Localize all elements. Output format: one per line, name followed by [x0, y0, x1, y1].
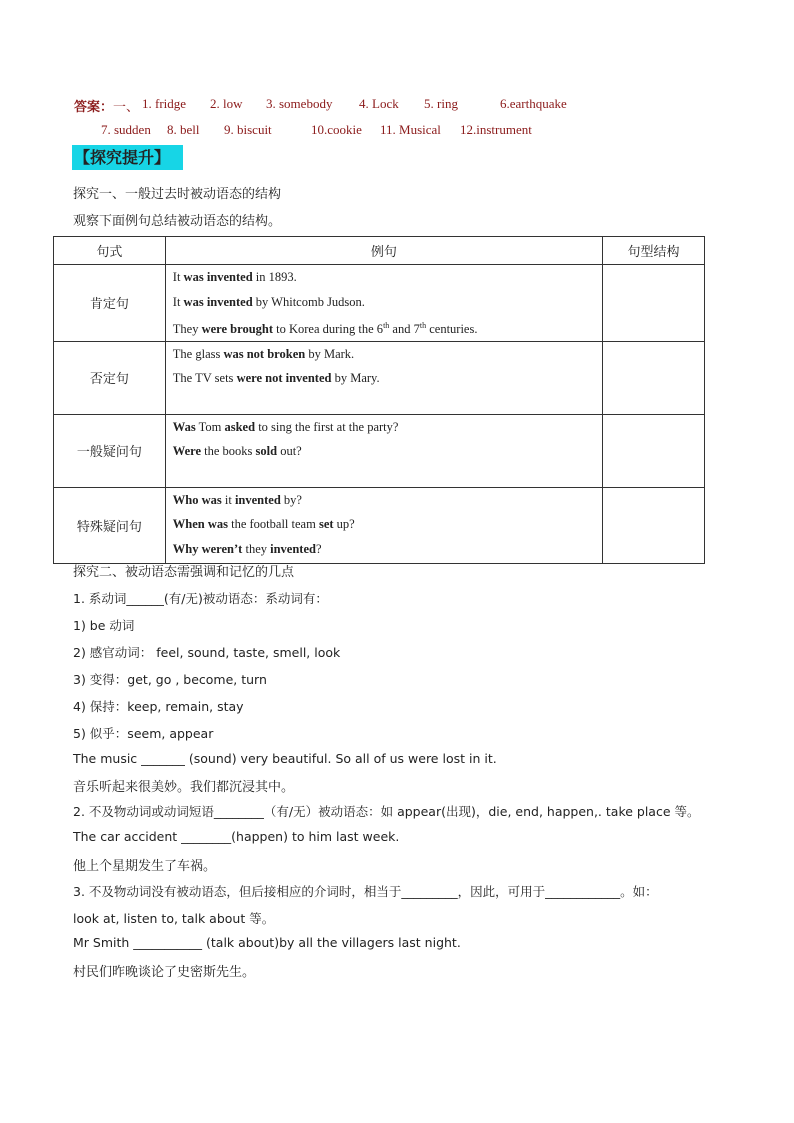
list-item: 5) 似乎：seem, appear — [73, 726, 214, 741]
answer-item: 12.instrument — [460, 122, 532, 137]
example-sentence: It was invented by Whitcomb Judson. — [172, 294, 365, 309]
structure-cell — [603, 487, 705, 564]
answer-row-1 — [74, 96, 139, 115]
structure-cell — [603, 414, 705, 487]
answer-item: 7. sudden — [101, 122, 151, 137]
list-item: 2) 感官动词： feel, sound, taste, smell, look — [73, 645, 341, 660]
table-row — [54, 414, 705, 487]
sentence-type-cell: 否定句 — [54, 341, 166, 414]
header-examples: 例句 — [165, 237, 602, 265]
header-structure: 句型结构 — [603, 237, 705, 265]
explore2-point-3: 3. 不及物动词没有被动语态，但后接相应的介词时，相当于_________，因此，可用于____________。如： — [73, 884, 658, 899]
section-tag: 【探究提升】 — [72, 145, 183, 170]
example-sentence-3: Mr Smith ___________ (talk about)by all the villagers last night. — [73, 935, 461, 950]
example-sentence: Was Tom asked to sing the first at the party? — [172, 419, 399, 434]
table-header-row — [54, 237, 705, 265]
example-translation-2: 他上个星期发生了车祸。 — [73, 859, 217, 874]
example-sentence-2: The car accident ________(happen) to him last week. — [73, 829, 400, 844]
explore1-title: 探究一、一般过去时被动语态的结构 — [73, 187, 282, 202]
example-sentence: Why weren’t they invented? — [172, 541, 322, 556]
answer-item: 9. biscuit — [224, 122, 272, 137]
example-sentence: The TV sets were not invented by Mary. — [172, 371, 380, 385]
structure-cell — [603, 265, 705, 342]
answer-item: 3. somebody — [266, 96, 333, 111]
example-sentence: They were brought to Korea during the 6th and 7th centuries. — [172, 321, 478, 337]
example-sentence: Who was it invented by? — [172, 492, 302, 507]
examples-cell — [165, 414, 602, 487]
header-sentence-type: 句式 — [54, 237, 166, 265]
explore2-point-2: 2. 不及物动词或动词短语________（有/无）被动语态：如 appear(出现)，die, end, happen,. take place 等。 — [73, 804, 700, 819]
sentence-type-cell: 特殊疑问句 — [54, 487, 166, 564]
answer-label: 答案： — [74, 99, 114, 114]
explore2-point-3-examples: look at, listen to, talk about 等。 — [73, 911, 275, 926]
passive-voice-table — [53, 236, 705, 564]
examples-cell — [165, 341, 602, 414]
list-item: 4) 保持：keep, remain, stay — [73, 699, 244, 714]
list-item: 3) 变得：get, go , become, turn — [73, 672, 267, 687]
example-sentence: It was invented in 1893. — [172, 270, 297, 284]
sentence-type-cell: 一般疑问句 — [54, 414, 166, 487]
example-sentence-1: The music _______ (sound) very beautiful. So all of us were lost in it. — [73, 751, 497, 766]
example-sentence: The glass was not broken by Mark. — [172, 346, 355, 361]
examples-cell — [165, 487, 602, 564]
explore1-instruction: 观察下面例句总结被动语态的结构。 — [73, 214, 282, 229]
example-translation-3: 村民们昨晚谈论了史密斯先生。 — [73, 965, 256, 980]
answer-item: 10.cookie — [311, 122, 362, 137]
answer-item: 8. bell — [167, 122, 200, 137]
example-sentence: Were the books sold out? — [172, 444, 302, 458]
table-row — [54, 341, 705, 414]
examples-cell — [165, 265, 602, 342]
list-item: 1) be 动词 — [73, 618, 135, 633]
explore2-title: 探究二、被动语态需强调和记忆的几点 — [73, 565, 295, 580]
answer-section: 一、 — [113, 100, 140, 115]
structure-cell — [603, 341, 705, 414]
sentence-type-cell: 肯定句 — [54, 265, 166, 342]
table-row — [54, 487, 705, 564]
answer-item: 11. Musical — [380, 122, 441, 137]
example-translation-1: 音乐听起来很美妙。我们都沉浸其中。 — [73, 780, 295, 795]
answer-item: 4. Lock — [359, 96, 399, 111]
example-sentence: When was the football team set up? — [172, 517, 355, 531]
answer-item: 5. ring — [424, 96, 458, 111]
table-row — [54, 265, 705, 342]
answer-item: 6.earthquake — [500, 96, 567, 111]
explore2-point-1: 1. 系动词______(有/无)被动语态：系动词有： — [73, 591, 328, 606]
answer-item: 1. fridge — [142, 96, 187, 111]
answer-item: 2. low — [210, 96, 243, 111]
